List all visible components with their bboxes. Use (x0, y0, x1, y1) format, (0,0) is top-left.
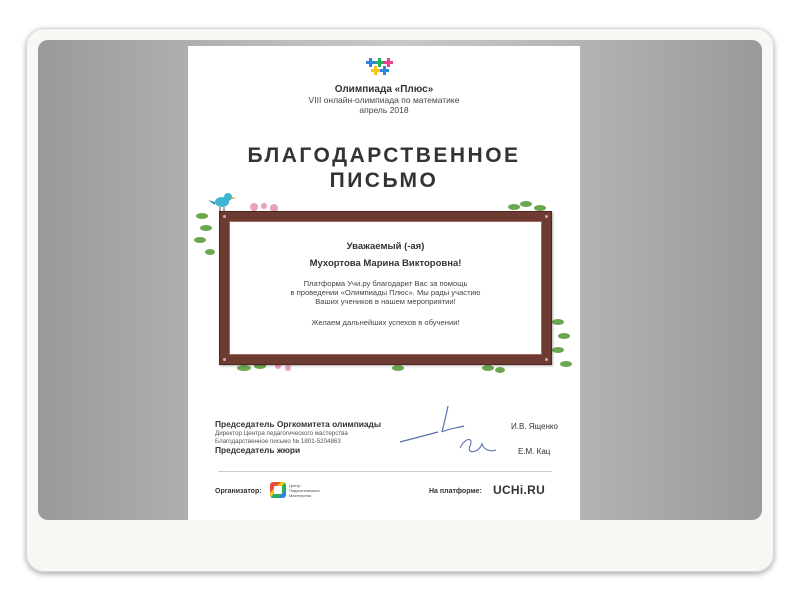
body-line-1: Платформа Учи.ру благодарит Вас за помощь (303, 279, 468, 288)
platform-label: На платформе: (429, 488, 482, 495)
signatory-name-1: И.В. Ященко (511, 422, 558, 431)
organizer-label: Организатор: (215, 488, 262, 495)
heading-line-2: ПИСЬМО (329, 169, 439, 192)
body-line-3: Ваших учеников в нашем мероприятии! (315, 297, 456, 306)
message-frame (219, 211, 552, 365)
certificate-page (188, 46, 580, 520)
heading-line-1: БЛАГОДАРСТВЕННОЕ (247, 144, 521, 167)
chair-jury-title: Председатель жюри (215, 445, 301, 455)
body-line-2: в проведении «Олимпиады Плюс». Мы рады участию (290, 288, 481, 297)
chair-org-title: Председатель Оргкомитета олимпиады (215, 419, 382, 429)
plus-crosses-logo (366, 58, 402, 76)
leaf-icon (548, 314, 578, 384)
olympiad-subtitle: VIII онлайн-олимпиада по математике (308, 95, 460, 105)
document-heading (188, 143, 580, 193)
recipient-name: Мухортова Марина Викторовна! (309, 258, 462, 269)
handwritten-signature (456, 434, 500, 458)
message-panel (229, 221, 542, 355)
footer-divider (218, 471, 552, 472)
salutation: Уважаемый (-ая) (346, 241, 425, 252)
frame-nail (545, 358, 548, 361)
letter-number: Благодарственное письмо № 1801-5204863 (215, 438, 341, 445)
organizer-logo-icon (270, 482, 286, 498)
olympiad-date: апрель 2018 (359, 105, 409, 115)
olympiad-title: Олимпиада «Плюс» (334, 84, 434, 95)
signatory-name-2: Е.М. Кац (518, 447, 551, 456)
platform-logo: UCHi.RU (493, 483, 546, 497)
frame-nail (223, 358, 226, 361)
frame-nail (223, 215, 226, 218)
frame-nail (545, 215, 548, 218)
chair-org-subtitle: Директор Центра педагогического мастерства (215, 430, 348, 437)
organizer-name: Центр Педагогического Мастерства (289, 483, 320, 498)
wish-line: Желаем дальнейших успехов в обучении! (311, 318, 460, 327)
